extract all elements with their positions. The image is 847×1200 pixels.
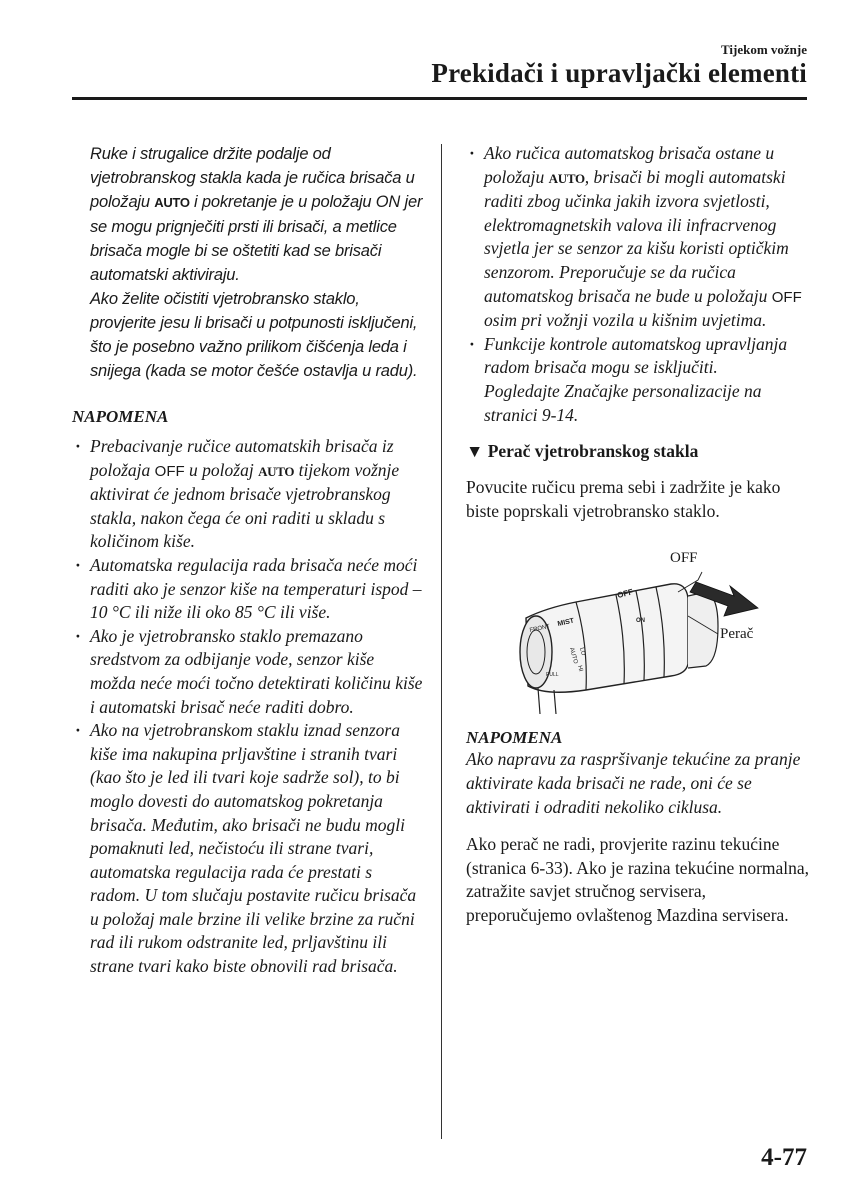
page-title: Prekidači i upravljački elementi bbox=[431, 58, 807, 88]
warning-paragraph-1: Ruke i strugalice držite podalje od vjetrobranskog stakla kada je ručica brisača u položaju AUTO i pokretanje je u položaju ON jer se mogu prignječiti prsti ili brisači, a metlice brisača mogle bi se oštetiti kad se brisači automatski aktiviraju. bbox=[90, 145, 423, 284]
note-item-5: · Ako ručica automatskog brisača ostane u položaju AUTO, brisači bi mogli automatski raditi zbog učinka jakih izvora svjetlosti, elektromagnetskih valova ili infracrvenog svjetla jer se senzor za kišu koristi optičkim senzorom. Preporučuje se da ručica automatskog brisača ne bude u položaju OFF osim pri vožnji vozila u kišnim uvjetima. bbox=[466, 142, 812, 333]
note-2-text: Ako napravu za raspršivanje tekućine za pranje aktivirate kada brisači ne rade, oni će se aktivirati i odraditi nekoliko ciklusa. bbox=[466, 749, 801, 817]
note-list bbox=[72, 435, 424, 979]
svg-text:MIST: MIST bbox=[556, 617, 575, 629]
off-keyword: OFF bbox=[771, 288, 802, 306]
reference-link: Pogledajte Značajke personalizacije na stranici 9-14. bbox=[484, 380, 762, 425]
warning-block bbox=[90, 142, 424, 383]
wiper-lever-illustration bbox=[466, 556, 812, 716]
column-divider bbox=[441, 144, 442, 1139]
page-number: 4-77 bbox=[761, 1144, 807, 1171]
note-item-6: · Funkcije kontrole automatskog upravljanja radom brisača mogu se isključiti. Pogledajte Značajke personalizacije na stranici 9-14. bbox=[466, 333, 812, 427]
note-list-continued bbox=[466, 142, 812, 427]
svg-text:AUTO: AUTO bbox=[568, 647, 579, 665]
note-item-3: · Ako je vjetrobransko staklo premazano sredstvom za odbijanje vode, senzor kiše možda neće moći točno detektirati količinu kiše i automatski brisač neće raditi dobro. bbox=[72, 625, 424, 719]
figure-label-washer: Perač bbox=[720, 626, 754, 643]
off-keyword: OFF bbox=[154, 462, 185, 480]
note-heading-2: NAPOMENA bbox=[466, 728, 563, 748]
auto-keyword: AUTO bbox=[258, 463, 295, 479]
figure-label-off: OFF bbox=[670, 550, 698, 567]
closing-text: Ako perač ne radi, provjerite razinu tekućine (stranica 6-33). Ako je razina tekućine normalna, zatražite savjet stručnog servisera, preporučujemo ovlaštenog Mazdina servisera. bbox=[466, 834, 810, 925]
wiper-lever-figure bbox=[466, 550, 812, 716]
left-column bbox=[72, 142, 424, 979]
note-heading: NAPOMENA bbox=[72, 407, 169, 426]
auto-keyword: AUTO bbox=[154, 195, 190, 210]
note-item-2: · Automatska regulacija rada brisača neće moći raditi ako je senzor kiše na temperaturi ispod – 10 °C ili niže ili oko 85 °C ili više. bbox=[72, 554, 424, 625]
svg-text:ON: ON bbox=[636, 618, 645, 625]
svg-text:PULL: PULL bbox=[546, 672, 559, 679]
svg-text:LO: LO bbox=[578, 647, 586, 657]
washer-heading: ▼ Perač vjetrobranskog stakla bbox=[466, 441, 699, 462]
auto-keyword: AUTO bbox=[548, 170, 585, 186]
svg-text:FRONT: FRONT bbox=[529, 624, 551, 635]
svg-text:OFF: OFF bbox=[616, 587, 635, 601]
right-column bbox=[466, 142, 812, 927]
note-item-1: · Prebacivanje ručice automatskih brisača iz položaja OFF u položaj AUTO tijekom vožnje aktivirat će jednom brisače vjetrobranskog stakla, nakon čega će oni raditi u skladu s količinom kiše. bbox=[72, 435, 424, 554]
section-header: Tijekom vožnje bbox=[720, 42, 807, 57]
washer-text: Povucite ručicu prema sebi i zadržite je kako biste poprskali vjetrobransko staklo. bbox=[466, 477, 781, 521]
note-item-4: · Ako na vjetrobranskom staklu iznad senzora kiše ima nakupina prljavštine i stranih tvari (kao što je led ili tvari koje sadrže sol), to bi moglo dovesti do automatskog pokretanja brisača. Međutim, ako brisači ne budu mogli pomaknuti led, nečistoću ili strane tvari, automatska regulacija rada će prestati s radom. U tom slučaju postavite ručicu brisača u položaj male brzine ili velike brzine za ručni rad ili rukom odstranite led, prljavštinu ili strane tvari kako biste obnovili rad brisača. bbox=[72, 719, 424, 979]
svg-text:HI: HI bbox=[576, 665, 584, 673]
warning-paragraph-2: Ako želite očistiti vjetrobransko staklo, provjerite jesu li brisači u potpunosti isključeni, što je posebno važno prilikom čišćenja leda i snijega (kada se motor češće ostavlja u radu). bbox=[90, 290, 418, 380]
title-rule bbox=[72, 97, 807, 100]
